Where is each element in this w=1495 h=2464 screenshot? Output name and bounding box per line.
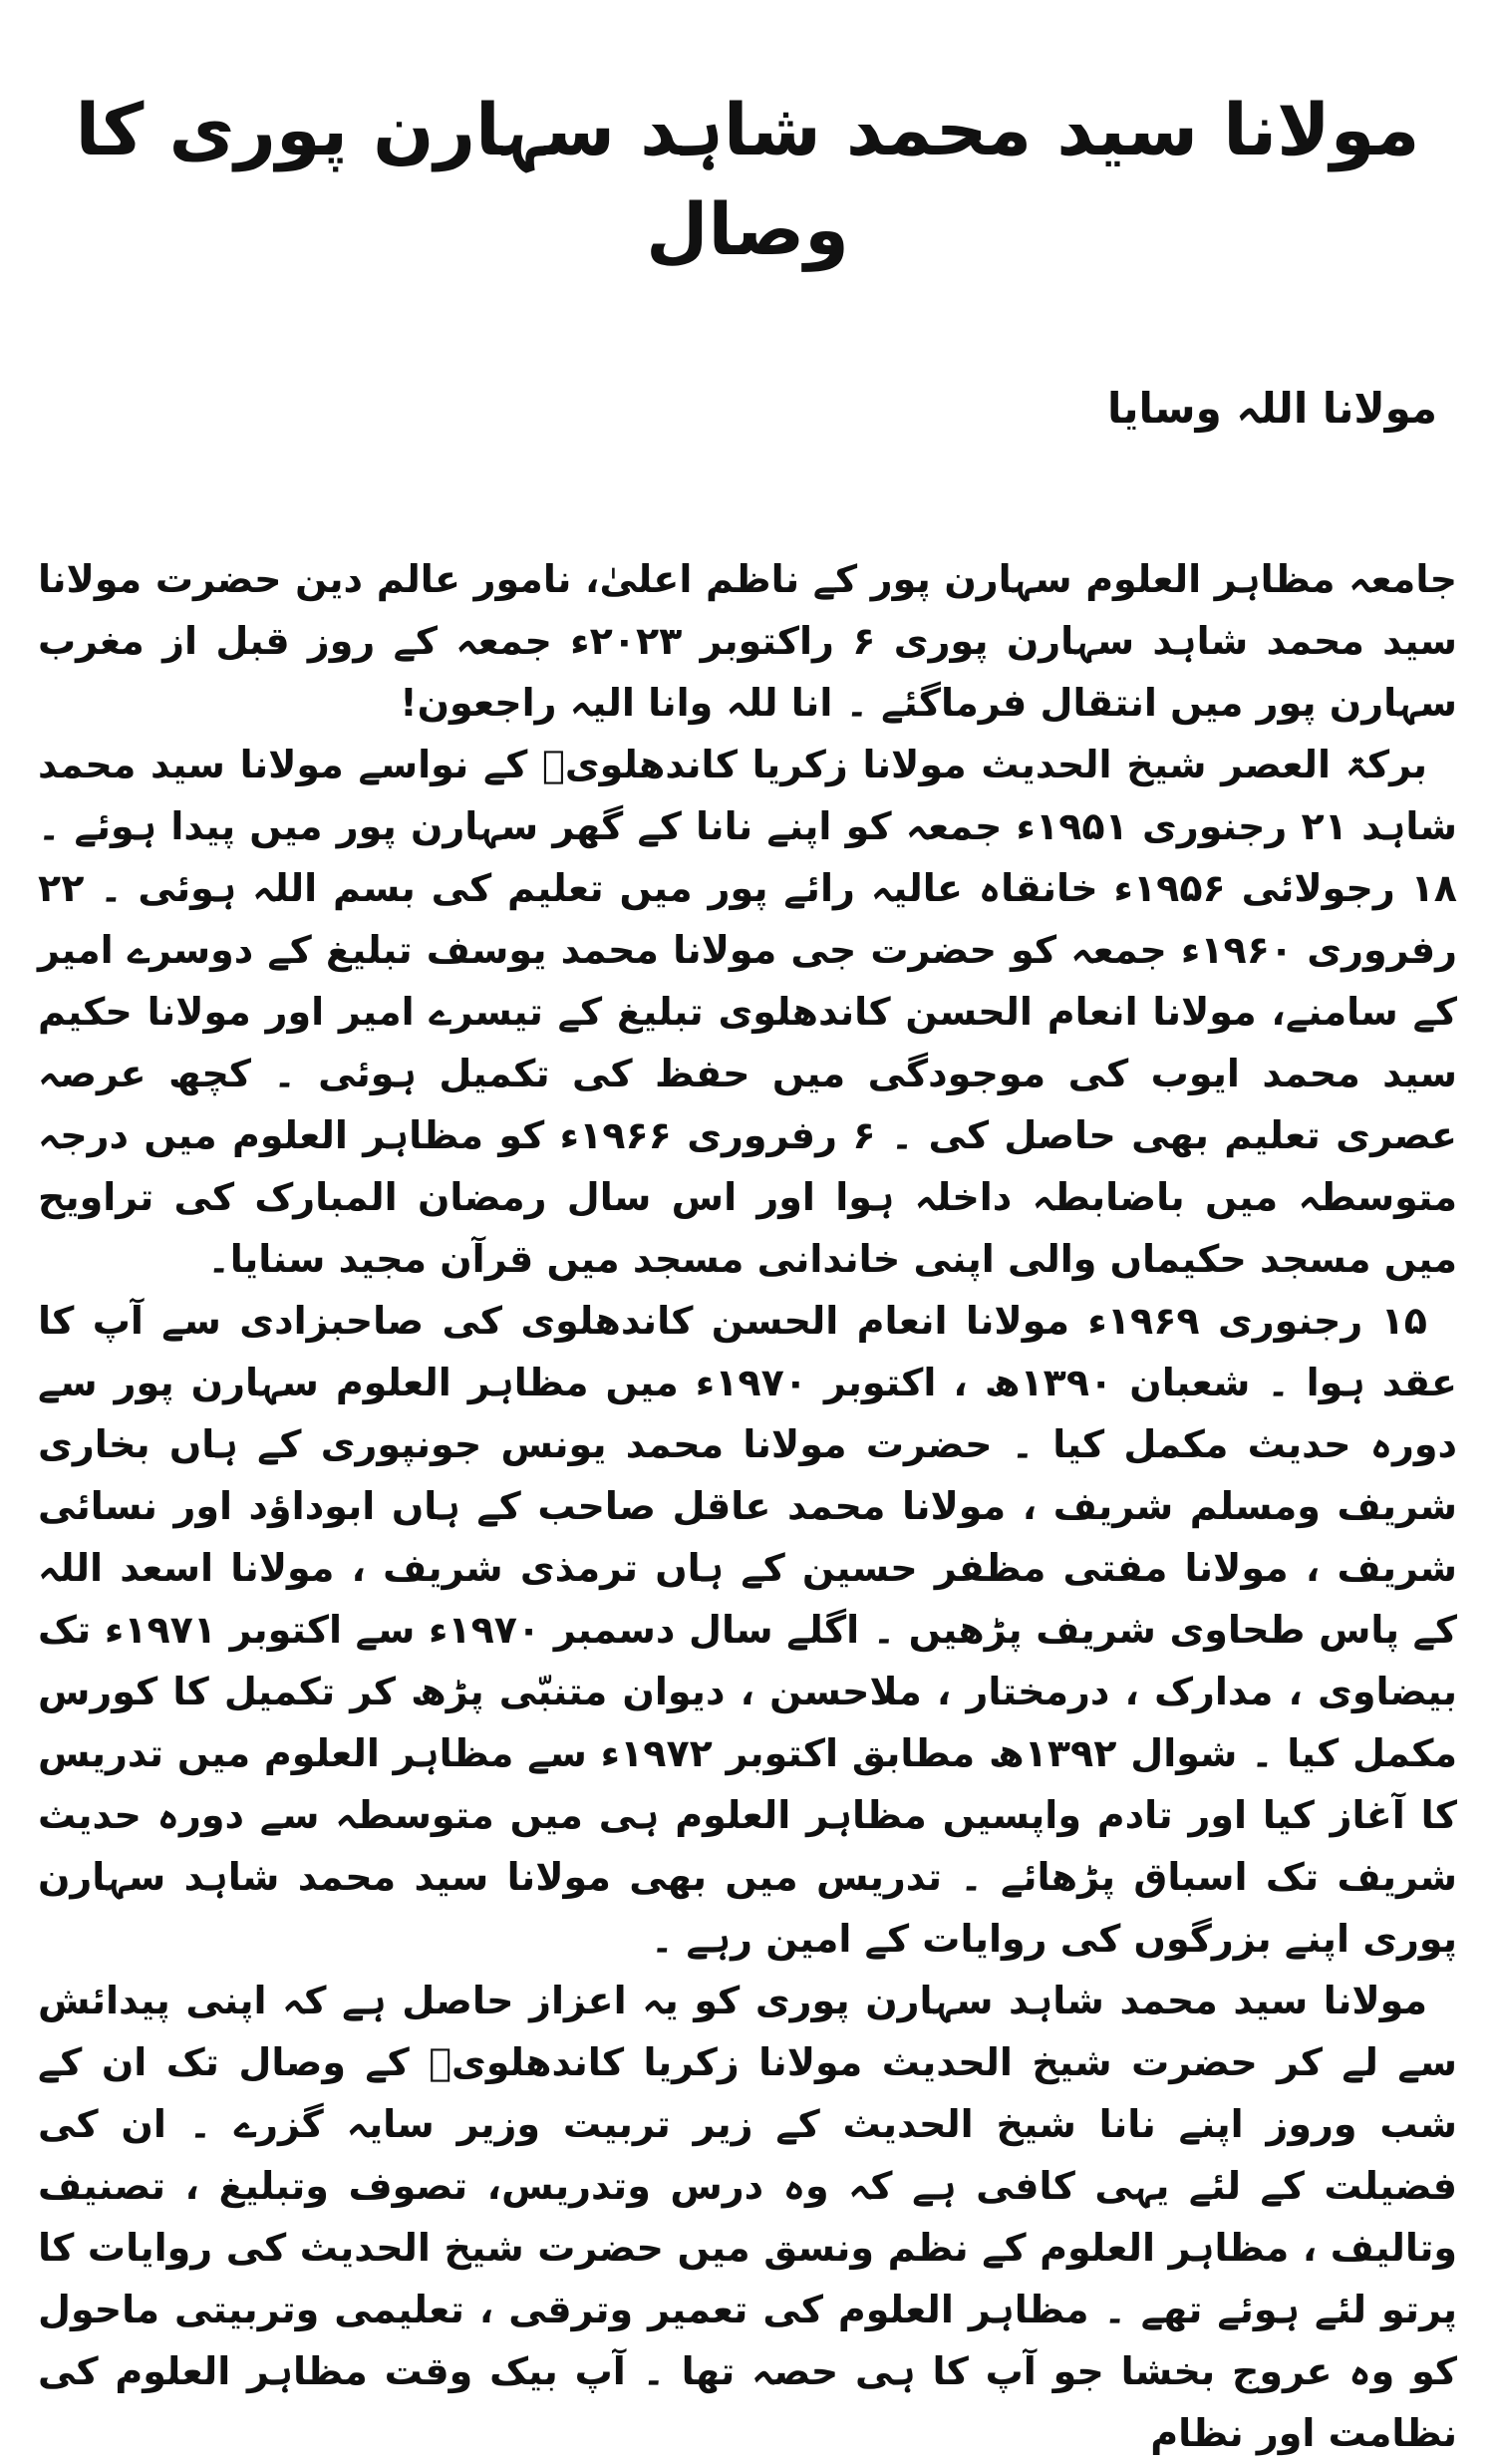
author-name: مولانا اللہ وسایا [1106, 384, 1437, 433]
paragraph: جامعہ مظاہر العلوم سہارن پور کے ناظم اعلیٰ، نامور عالم دین حضرت مولانا سید محمد شاہد سہارن پوری ۶ راکتوبر ۲۰۲۳ء جمعہ کے روز قبل از مغرب سہارن پور میں انتقال فرماگئے ۔ انا للہ وانا الیہ راجعون! [38, 557, 1457, 725]
paragraph: مولانا سید محمد شاہد سہارن پوری کو یہ اعزاز حاصل ہے کہ اپنی پیدائش سے لے کر حضرت شیخ الحدیث مولانا زکریا کاندھلویؒ کے وصال تک ان کے شب وروز اپنے نانا شیخ الحدیث کے زیر تربیت وزیر سایہ گزرے ۔ ان کی فضیلت کے لئے یہی کافی ہے کہ وہ درس وتدریس، تصوف وتبلیغ ، تصنیف وتالیف ، مظاہر العلوم کے نظم ونسق میں حضرت شیخ الحدیث کی روایات کا پرتو لئے ہوئے تھے ۔ مظاہر العلوم کی تعمیر وترقی ، تعلیمی وتربیتی ماحول کو وہ عروج بخشا جو آپ کا ہی حصہ تھا ۔ آپ بیک وقت مظاہر العلوم کی نظامت اور نظام [38, 1979, 1457, 2455]
paragraph: ۱۵ رجنوری ۱۹۶۹ء مولانا انعام الحسن کاندھلوی کی صاحبزادی سے آپ کا عقد ہوا ۔ شعبان ۱۳۹۰ھ ، اکتوبر ۱۹۷۰ء میں مظاہر العلوم سہارن پور سے دورہ حدیث مکمل کیا ۔ حضرت مولانا محمد یونس جونپوری کے ہاں بخاری شریف ومسلم شریف ، مولانا محمد عاقل صاحب کے ہاں ابوداؤد اور نسائی شریف ، مولانا مفتی مظفر حسین کے ہاں ترمذی شریف ، مولانا اسعد اللہ کے پاس طحاوی شریف پڑھیں ۔ اگلے سال دسمبر ۱۹۷۰ء سے اکتوبر ۱۹۷۱ء تک بیضاوی ، مدارک ، درمختار ، ملاحسن ، دیوان متنبّی پڑھ کر تکمیل کا کورس مکمل کیا ۔ شوال ۱۳۹۲ھ مطابق اکتوبر ۱۹۷۲ء سے مظاہر العلوم میں تدریس کا آغاز کیا اور تادم واپسیں مظاہر العلوم ہی میں متوسطہ سے دورہ حدیث شریف تک اسباق پڑھائے ۔ تدریس میں بھی مولانا سید محمد شاہد سہارن پوری اپنے بزرگوں کی روایات کے امین رہے ۔ [38, 1299, 1458, 1961]
paragraph: برکۃ العصر شیخ الحدیث مولانا زکریا کاندھلویؒ کے نواسے مولانا سید محمد شاہد ۲۱ رجنوری ۱۹۵۱ء جمعہ کو اپنے نانا کے گھر سہارن پور میں پیدا ہوئے ۔ ۱۸ رجولائی ۱۹۵۶ء خانقاہ عالیہ رائے پور میں تعلیم کی بسم اللہ ہوئی ۔ ۲۲ رفروری ۱۹۶۰ء جمعہ کو حضرت جی مولانا محمد یوسف تبلیغ کے دوسرے امیر کے سامنے، مولانا انعام الحسن کاندھلوی تبلیغ کے تیسرے امیر اور مولانا حکیم سید محمد ایوب کی موجودگی میں حفظ کی تکمیل ہوئی ۔ کچھ عرصہ عصری تعلیم بھی حاصل کی ۔ ۶ رفروری ۱۹۶۶ء کو مظاہر العلوم میں درجہ متوسطہ میں باضابطہ داخلہ ہوا اور اس سال رمضان المبارک کی تراویح میں مسجد حکیماں والی اپنی خاندانی مسجد میں قرآن مجید سنایا۔ [38, 743, 1457, 1281]
article-body [38, 548, 1457, 2464]
article-title: مولانا سید محمد شاہد سہارن پوری کا وصال [75, 88, 1420, 271]
